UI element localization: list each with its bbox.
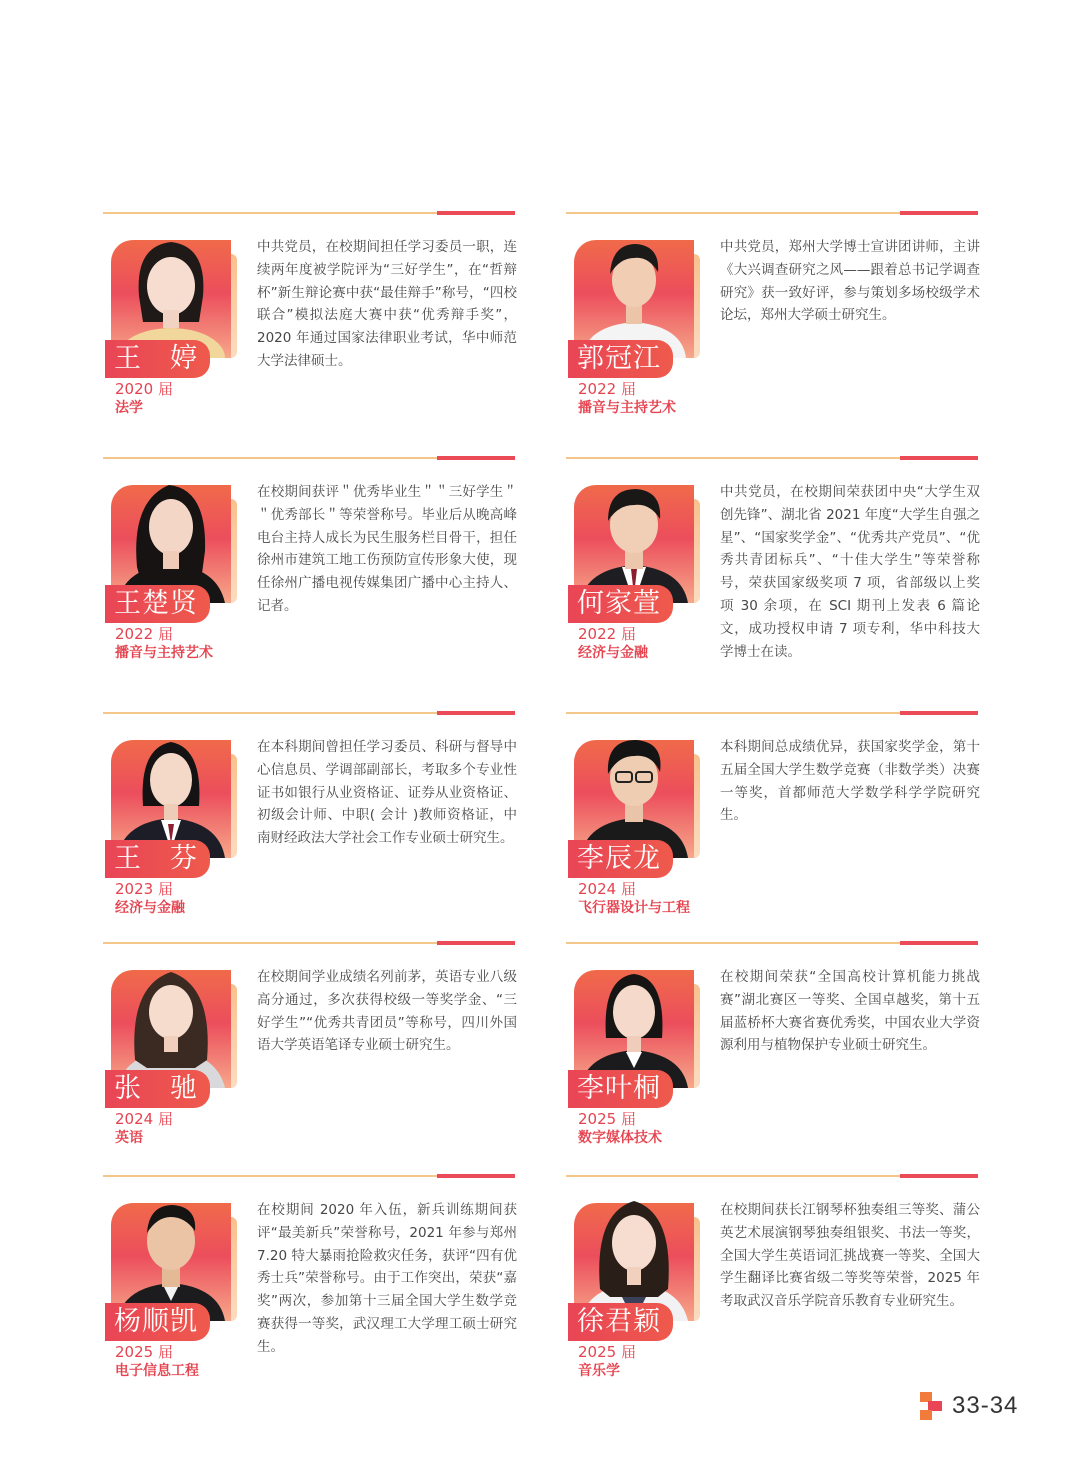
divider-line — [566, 1175, 978, 1177]
avatar — [578, 956, 690, 1088]
profile-description: 在校期间 2020 年入伍，新兵训练期间获评“最美新兵”荣誉称号，2021 年参与郑州 7.20 特大暴雨抢险救灾任务，获评“四有优秀士兵”荣誉称号。由于工作突出，荣获“嘉奖”两次，参加第十三届全国大学生数学竞赛获得一等奖，武汉理工大学理工硕士研究生。 — [257, 1202, 517, 1355]
profile-card — [103, 212, 515, 432]
major: 经济与金融 — [578, 645, 648, 661]
profile-description: 中共党员，在校期间担任学习委员一职，连续两年度被学院评为“三好学生”，在“哲辩杯”新生辩论赛中获“最佳辩手”称号，“四校联合”模拟法庭大赛中获“优秀辩手奖”，2020 年通过国家法律职业考试，华中师范大学法律硕士。 — [257, 239, 517, 369]
avatar — [115, 1189, 227, 1321]
divider-line — [103, 1175, 515, 1177]
major: 播音与主持艺术 — [115, 645, 213, 661]
profile-description: 在校期间获长江钢琴杯独奏组三等奖、蒲公英艺术展演钢琴独奏组银奖、书法一等奖，全国大学生英语词汇挑战赛一等奖、全国大学生翻译比赛省级二等奖等荣誉，2025 年考取武汉音乐学院音乐教育专业研究生。 — [720, 1202, 980, 1310]
person-name: 王 婷 — [105, 340, 210, 378]
profile-card — [566, 942, 978, 1162]
profile-description: 在校期间荣获“全国高校计算机能力挑战赛”湖北赛区一等奖、全国卓越奖，第十五届蓝桥杯大赛省赛优秀奖，中国农业大学资源利用与植物保护专业硕士研究生。 — [720, 969, 980, 1054]
avatar — [578, 471, 690, 603]
graduation-year: 2022 届 — [578, 380, 636, 398]
brand-logo-icon — [920, 1392, 942, 1420]
divider-line — [103, 212, 515, 214]
graduation-year: 2022 届 — [578, 625, 636, 643]
profile-description: 在本科期间曾担任学习委员、科研与督导中心信息员、学调部副部长，考取多个专业性证书如银行从业资格证、证券从业资格证、初级会计师、中职( 会计 )教师资格证，中南财经政法大学社会工作专业硕士研究生。 — [257, 739, 517, 847]
major: 经济与金融 — [115, 900, 185, 916]
profile-card — [566, 212, 978, 432]
person-name: 徐君颖 — [568, 1303, 673, 1341]
major: 英语 — [115, 1130, 143, 1146]
major: 播音与主持艺术 — [578, 400, 676, 416]
profile-description: 在校期间获评＂优秀毕业生＂＂三好学生＂＂优秀部长＂等荣誉称号。毕业后从晚高峰电台主持人成长为民生服务栏目骨干，担任徐州市建筑工地工伤预防宣传形象大使，现任徐州广播电视传媒集团广播中心主持人、记者。 — [257, 484, 517, 614]
person-name: 李辰龙 — [568, 840, 673, 878]
profile-description: 本科期间总成绩优异，获国家奖学金，第十五届全国大学生数学竞赛（非数学类）决赛一等奖，首都师范大学数学科学学院研究生。 — [720, 739, 980, 824]
graduation-year: 2020 届 — [115, 380, 173, 398]
profile-description: 中共党员，在校期间荣获团中央“大学生双创先锋”、湖北省 2021 年度“大学生自强之星”、“国家奖学金”、“优秀共产党员”、“优秀共青团标兵”、“十佳大学生”等荣誉称号，荣获国家级奖项 7 项，省部级以上奖项 30 余项，在 SCI 期刊上发表 6 篇论文，成功授权申请 7 项专利，华中科技大学博士在读。 — [720, 484, 980, 660]
profile-description: 中共党员，郑州大学博士宣讲团讲师，主讲《大兴调查研究之风——跟着总书记学调查研究》获一致好评，参与策划多场校级学术论坛，郑州大学硕士研究生。 — [720, 239, 980, 324]
person-name: 王 芬 — [105, 840, 210, 878]
profile-card — [103, 942, 515, 1162]
avatar — [578, 726, 690, 858]
major: 数字媒体技术 — [578, 1130, 662, 1146]
person-name: 李叶桐 — [568, 1070, 673, 1108]
divider-line — [566, 942, 978, 944]
avatar — [578, 1189, 690, 1321]
major: 飞行器设计与工程 — [578, 900, 690, 916]
person-name: 张 驰 — [105, 1070, 210, 1108]
graduation-year: 2023 届 — [115, 880, 173, 898]
person-name: 杨顺凯 — [105, 1303, 210, 1341]
person-name: 郭冠江 — [568, 340, 673, 378]
profile-card — [566, 712, 978, 932]
divider-line — [103, 712, 515, 714]
divider-line — [566, 712, 978, 714]
avatar — [115, 726, 227, 858]
divider-line — [566, 457, 978, 459]
person-name: 何家萱 — [568, 585, 673, 623]
person-name: 王楚贤 — [105, 585, 210, 623]
page-number: 33-34 — [952, 1392, 1019, 1419]
graduation-year: 2025 届 — [115, 1343, 173, 1361]
graduation-year: 2025 届 — [578, 1110, 636, 1128]
profile-description: 在校期间学业成绩名列前茅，英语专业八级高分通过，多次获得校级一等奖学金、“三好学生”“优秀共青团员”等称号，四川外国语大学英语笔译专业硕士研究生。 — [257, 969, 517, 1054]
divider-line — [103, 942, 515, 944]
graduation-year: 2025 届 — [578, 1343, 636, 1361]
graduation-year: 2024 届 — [578, 880, 636, 898]
profile-card — [103, 712, 515, 932]
graduation-year: 2024 届 — [115, 1110, 173, 1128]
graduation-year: 2022 届 — [115, 625, 173, 643]
divider-line — [566, 212, 978, 214]
page-footer — [920, 1390, 1018, 1422]
major: 音乐学 — [578, 1363, 620, 1379]
avatar — [115, 471, 227, 603]
profile-card — [103, 1175, 515, 1395]
avatar — [578, 226, 690, 358]
major: 法学 — [115, 400, 143, 416]
avatar — [115, 226, 227, 358]
major: 电子信息工程 — [115, 1363, 199, 1379]
profile-card — [566, 1175, 978, 1395]
avatar — [115, 956, 227, 1088]
profile-card — [103, 457, 515, 677]
divider-line — [103, 457, 515, 459]
profile-card — [566, 457, 978, 677]
